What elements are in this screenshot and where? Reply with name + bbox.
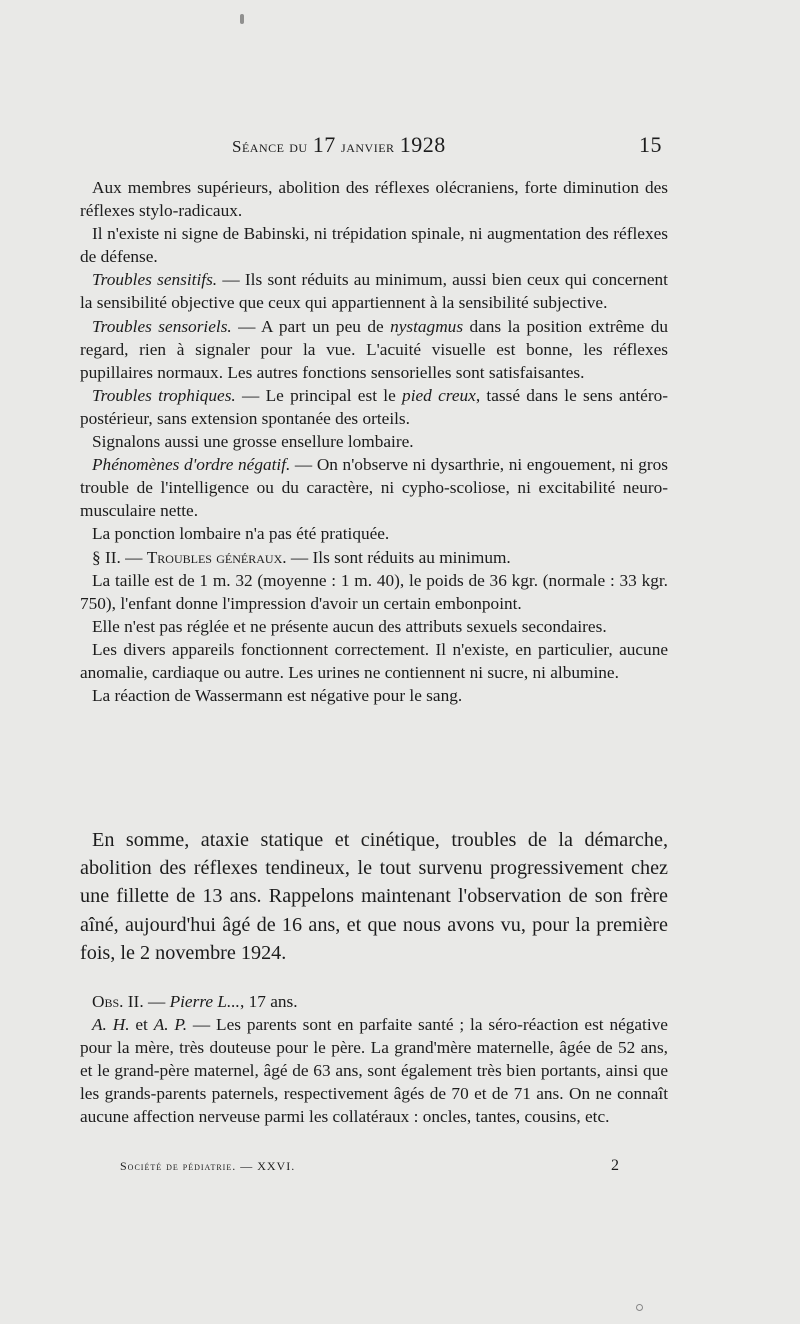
- observation-two: [80, 990, 668, 1129]
- page-number: 15: [639, 132, 662, 157]
- paragraph: La ponction lombaire n'a pas été pratiquée.: [92, 524, 390, 544]
- clinical-findings: [80, 176, 668, 707]
- paragraph: La réaction de Wassermann est négative pour le sang.: [92, 686, 463, 706]
- paragraph: Elle n'est pas réglée et ne présente aucun des attributs sexuels secondaires.: [92, 616, 607, 636]
- running-header: [232, 132, 662, 160]
- scan-speck: [240, 14, 244, 24]
- header-title: Séance du 17 janvier 1928: [232, 132, 446, 157]
- paragraph: La taille est de 1 m. 32 (moyenne : 1 m. 40), le poids de 36 kgr. (normale : 33 kgr. 750), l'enfant donne l'impression d'avoir un certain embonpoint.: [80, 570, 668, 613]
- observation-heading: Obs. II. — Pierre L..., 17 ans.: [92, 992, 298, 1011]
- paragraph: Aux membres supérieurs, abolition des réflexes olécraniens, forte diminution des réflexes stylo-radicaux.: [80, 178, 668, 221]
- paragraph: En somme, ataxie statique et cinétique, troubles de la démarche, abolition des réflexes tendineux, le tout survenu progressivement chez une fillette de 13 ans. Rappelons maintenant l'observation de son frère aîné, aujourd'hui âgé de 16 ans, et que nous avons vu, pour la première fois, le 2 novembre 1924.: [80, 829, 668, 964]
- footer-signature: Société de pédiatrie. — XXVI.: [120, 1159, 296, 1173]
- paragraph: Signalons aussi une grosse ensellure lombaire.: [92, 432, 414, 452]
- paragraph: § II. — Troubles généraux. — Ils sont réduits au minimum.: [92, 547, 511, 567]
- paragraph: Il n'existe ni signe de Babinski, ni trépidation spinale, ni augmentation des réflexes de défense.: [80, 224, 668, 267]
- paragraph: Troubles sensoriels. — A part un peu de nystagmus dans la position extrême du regard, rien à signaler pour la vue. L'acuité visuelle est bonne, les réflexes pupillaires normaux. Les autres fonctions sensorielles sont satisfaisantes.: [80, 316, 669, 382]
- paragraph: Les divers appareils fonctionnent correctement. Il n'existe, en particulier, aucune anomalie, cardiaque ou autre. Les urines ne contiennent ni sucre, ni albumine.: [80, 639, 668, 682]
- signature-mark: 2: [611, 1157, 620, 1174]
- paragraph: Troubles sensitifs. — Ils sont réduits au minimum, aussi bien ceux qui concernent la sensibilité objective que ceux qui appartiennent à la sensibilité subjective.: [80, 270, 668, 313]
- scan-speck: [636, 1304, 643, 1311]
- paragraph: A. H. et A. P. — Les parents sont en parfaite santé ; la séro-réaction est négative pour la mère, très douteuse pour le père. La grand'mère maternelle, âgée de 52 ans, et le grand-père maternel, âgé de 63 ans, sont également très bien portants, ainsi que les grands-parents paternels, respectivement âgés de 70 et de 71 ans. On ne connaît aucune affection nerveuse parmi les collatéraux : oncles, tantes, cousins, etc.: [80, 1015, 668, 1127]
- paragraph: Phénomènes d'ordre négatif. — On n'observe ni dysarthrie, ni engouement, ni gros trouble de l'intelligence ou du caractère, ni cypho-scoliose, ni excitabilité neuro-musculaire nette.: [80, 455, 668, 521]
- summary-paragraph: [80, 826, 668, 967]
- paragraph: Troubles trophiques. — Le principal est le pied creux, tassé dans le sens antéro-postérieur, sans extension spontanée des orteils.: [80, 385, 668, 428]
